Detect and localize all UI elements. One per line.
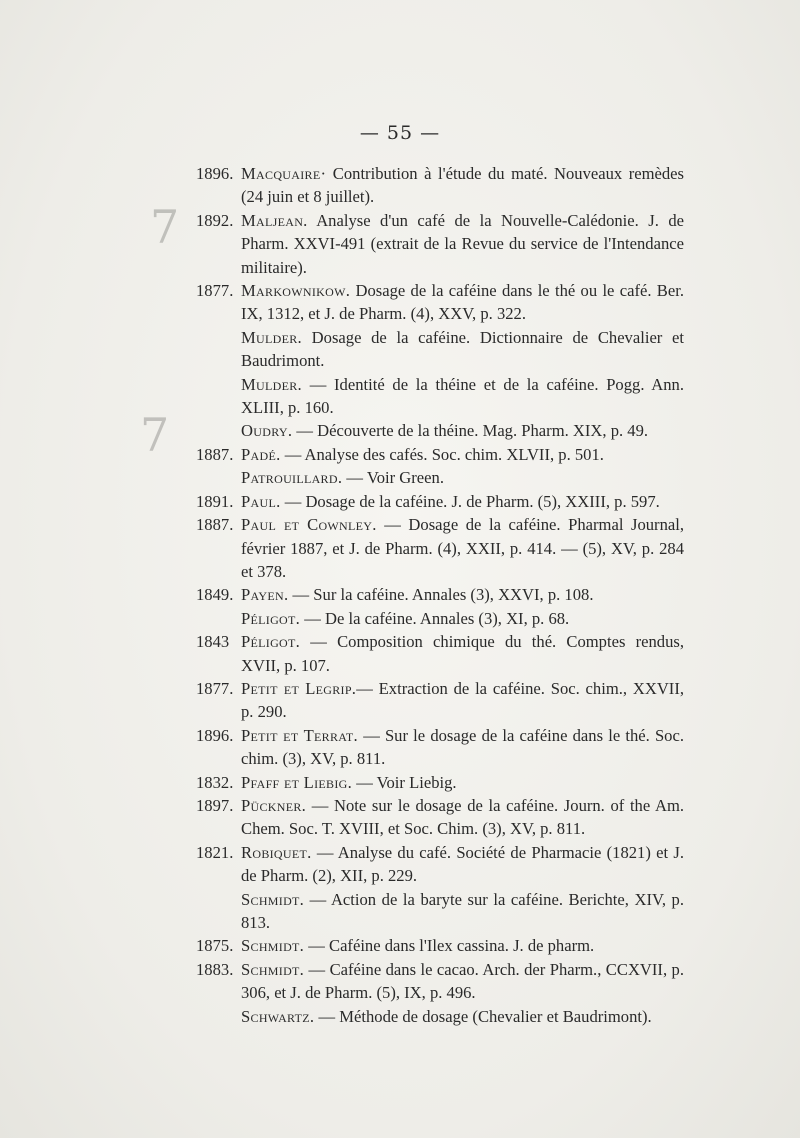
entry-year: 1875. [196, 936, 234, 956]
entry-author: Patrouillard. [241, 468, 343, 488]
bibliography-entry [196, 373, 684, 420]
entry-author: Mulder. [241, 327, 302, 347]
entry-year: 1821. [196, 842, 234, 862]
bibliography-entry [196, 209, 684, 279]
bibliography-entry [196, 490, 684, 513]
entry-text: — Sur le dosage de la caféine dans le thé. Soc. chim. (3), XV, p. 811. [241, 725, 684, 769]
bibliography-entry [196, 466, 684, 489]
entry-author: Mulder. [241, 374, 302, 394]
entry-text: — Note sur le dosage de la caféine. Journ. of the Am. Chem. Soc. T. XVIII, et Soc. Chim. (3), XV, p. 811. [241, 795, 684, 839]
entry-year: 1892. [196, 210, 234, 230]
entry-year: 1877. [196, 281, 234, 301]
bibliography-entry [196, 419, 684, 442]
entry-text: — Composition chimique du thé. Comptes rendus, XVII, p. 107. [241, 632, 684, 675]
bibliography-entry [196, 326, 684, 373]
entry-text: — Dosage de la caféine. Pharmal Journal, février 1887, et J. de Pharm. (4), XXII, p. 414. — (5), XV, p. 284 et 378. [241, 515, 684, 581]
entry-text: Analyse d'un café de la Nouvelle-Calédonie. J. de Pharm. XXVI-491 (extrait de la Revue du service de l'Intendance militaire). [241, 210, 684, 277]
entry-year: 1887. [196, 444, 234, 464]
entry-author: Schmidt. [241, 959, 305, 979]
bibliography-entry [196, 607, 684, 630]
entry-author: Péligot. [241, 632, 301, 652]
entry-author: Paul. [241, 491, 281, 511]
entry-author: Schwartz. [241, 1006, 315, 1026]
entry-year: 1891. [196, 491, 234, 511]
entry-author: Maljean. [241, 210, 308, 230]
page-number: — 55 — [359, 122, 441, 144]
bibliography-entry [196, 934, 684, 957]
entry-author: Payen. [241, 585, 289, 605]
entry-author: Oudry. [241, 421, 293, 441]
entry-text: — Extraction de la caféine. Soc. chim., XXVII, p. 290. [241, 678, 684, 722]
bibliography-entry [196, 513, 684, 583]
entry-author: Markownikow. [241, 281, 351, 301]
entry-author: Pückner. [241, 795, 307, 815]
entry-text: Contribution à l'étude du maté. Nouveaux remèdes (24 juin et 8 juillet). [241, 164, 684, 207]
entry-author: Robiquet. [241, 842, 312, 862]
bibliography-entry [196, 771, 684, 794]
entry-text: — Caféine dans le cacao. Arch. der Pharm., CCXVII, p. 306, et J. de Pharm. (5), IX, p. 496. [241, 959, 684, 1003]
entry-author: Schmidt. [241, 936, 305, 956]
entry-text: — Analyse du café. Société de Pharmacie (1821) et J. de Pharm. (2), XII, p. 229. [241, 842, 684, 886]
entry-text: — Identité de la théine et de la caféine. Pogg. Ann. XLIII, p. 160. [241, 374, 684, 418]
margin-pencil-mark: 7 [150, 200, 180, 254]
entry-author: Padé. [241, 444, 281, 464]
entry-text: — Méthode de dosage (Chevalier et Baudrimont). [314, 1006, 652, 1026]
entry-text: — Sur la caféine. Annales (3), XXVI, p. 108. [288, 585, 594, 605]
entry-year: 1877. [196, 678, 234, 698]
entry-text: Dosage de la caféine dans le thé ou le café. Ber. IX, 1312, et J. de Pharm. (4), XXV, p. 322. [241, 281, 684, 324]
bibliography-entry [196, 841, 684, 888]
bibliography-entry [196, 630, 684, 677]
entry-text: — De la caféine. Annales (3), XI, p. 68. [300, 608, 570, 628]
entry-year: 1896. [196, 725, 234, 745]
entry-author: Pfaff et Liebig. [241, 772, 353, 792]
entry-text: — Dosage de la caféine. J. de Pharm. (5), XXIII, p. 597. [280, 491, 660, 511]
margin-pencil-mark: 7 [140, 408, 170, 462]
bibliography-entry [196, 443, 684, 466]
entry-text: — Voir Liebig. [352, 772, 457, 792]
entry-author: Petit et Terrat. [241, 725, 359, 745]
entry-text: — Analyse des cafés. Soc. chim. XLVII, p. 501. [280, 444, 604, 464]
bibliography-entry [196, 677, 684, 724]
entry-author: Schmidt. [241, 889, 305, 909]
entry-text: — Action de la baryte sur la caféine. Berichte, XIV, p. 813. [241, 889, 684, 932]
entry-year: 1883. [196, 959, 234, 979]
entry-text: — Découverte de la théine. Mag. Pharm. XIX, p. 49. [292, 421, 649, 441]
entry-text: — Caféine dans l'Ilex cassina. J. de pharm. [304, 936, 595, 956]
bibliography-list [196, 162, 684, 1028]
entry-year: 1843 [196, 632, 230, 652]
entry-text: Dosage de la caféine. Dictionnaire de Chevalier et Baudrimont. [241, 327, 684, 371]
entry-text: — Voir Green. [342, 468, 444, 488]
entry-author: Péligot. [241, 608, 301, 628]
entry-year: 1887. [196, 515, 234, 535]
bibliography-entry [196, 958, 684, 1005]
bibliography-entry [196, 888, 684, 935]
entry-year: 1896. [196, 164, 234, 183]
entry-year: 1832. [196, 772, 234, 792]
bibliography-entry [196, 162, 684, 209]
entry-author: Paul et Cownley. [241, 515, 377, 535]
entry-author: Macquaire· [241, 164, 327, 183]
entry-year: 1897. [196, 795, 234, 815]
entry-year: 1849. [196, 585, 234, 605]
entry-author: Petit et Legrip. [241, 678, 357, 698]
bibliography-entry [196, 1005, 684, 1028]
bibliography-entry [196, 724, 684, 771]
bibliography-entry [196, 279, 684, 326]
bibliography-entry [196, 794, 684, 841]
bibliography-entry [196, 583, 684, 606]
